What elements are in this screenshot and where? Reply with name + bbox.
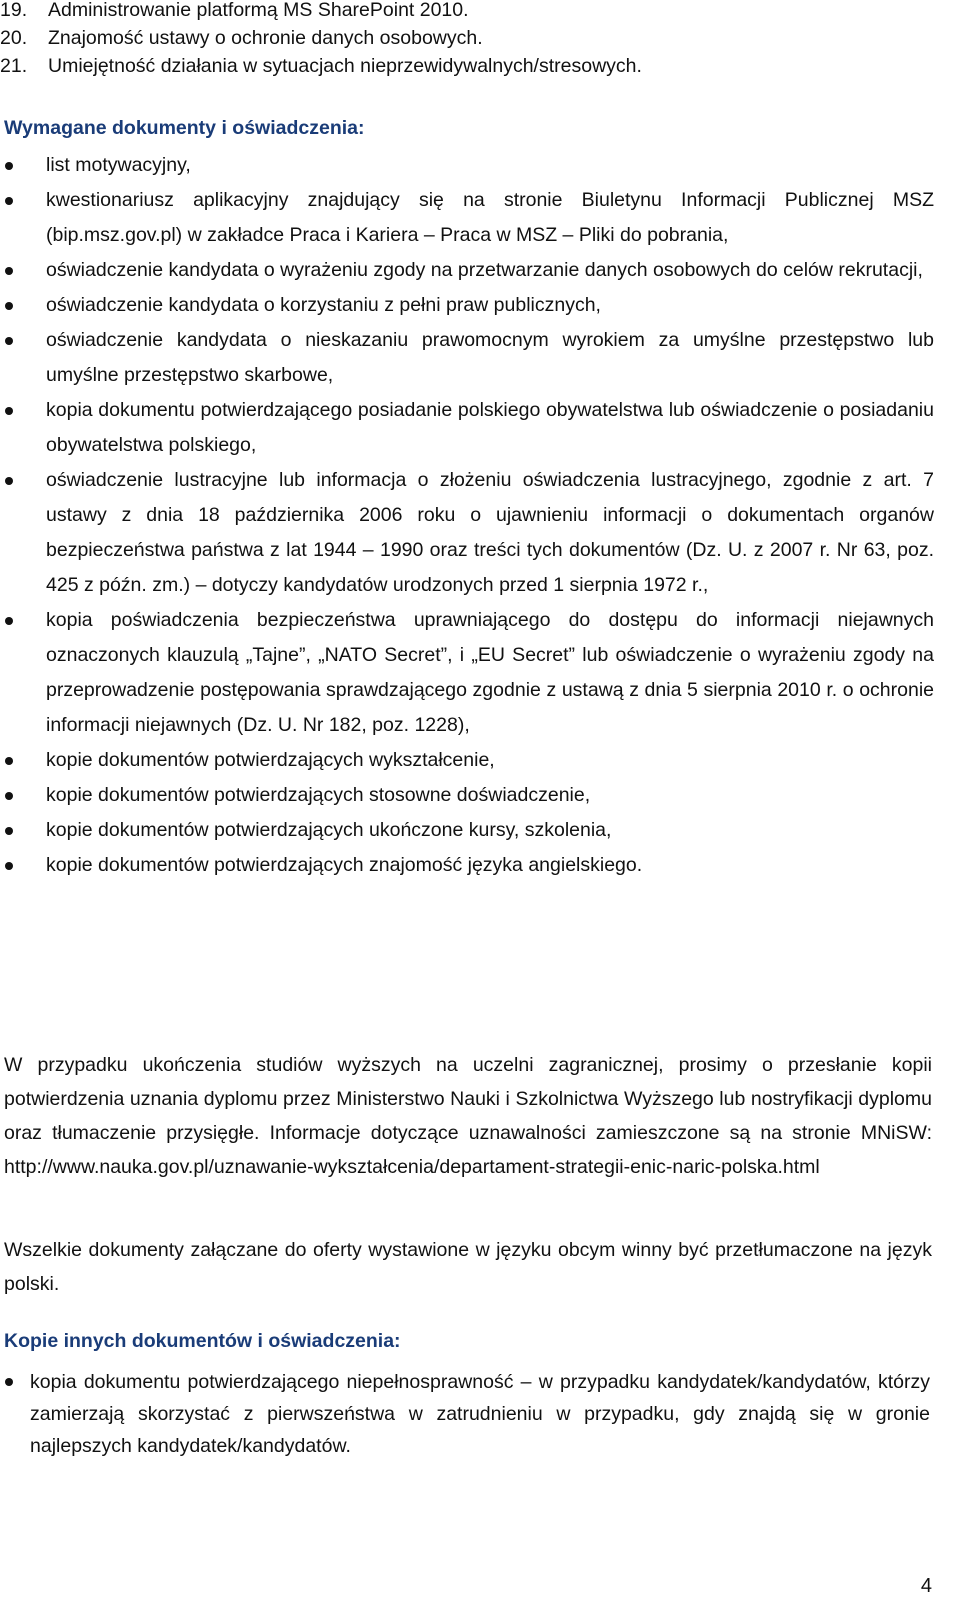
bullet-icon bbox=[5, 1378, 13, 1386]
foreign-studies-paragraph: W przypadku ukończenia studiów wyższych na uczelni zagranicznej, prosimy o przesłanie kopii potwierdzenia uznania dyplomu przez Ministerstwo Nauki i Szkolnictwa Wyższego lub nostryfikacji dyplomu oraz tłumaczenie przysięgłe. Informacje dotyczące uznawalności zamieszczone są na stronie MNiSW: http://www.nauka.gov.pl/uznawanie-wykształcenia/departament-strategii-enic-naric-polska.html bbox=[4, 1054, 932, 1178]
list-item: kopie dokumentów potwierdzających wykształcenie, bbox=[0, 743, 934, 778]
required-documents-heading: Wymagane dokumenty i oświadczenia: bbox=[4, 117, 365, 139]
item-text: Znajomość ustawy o ochronie danych osobowych. bbox=[48, 27, 483, 49]
bullet-icon bbox=[5, 862, 13, 870]
list-item: oświadczenie kandydata o nieskazaniu prawomocnym wyrokiem za umyślne przestępstwo lub umyślne przestępstwo skarbowe, bbox=[0, 323, 934, 393]
numbered-item bbox=[0, 24, 930, 52]
numbered-item bbox=[0, 52, 930, 80]
translation-paragraph: Wszelkie dokumenty załączane do oferty wystawione w języku obcym winny być przetłumaczone na język polski. bbox=[4, 1239, 932, 1295]
list-item: oświadczenie kandydata o wyrażeniu zgody na przetwarzanie danych osobowych do celów rekrutacji, bbox=[0, 253, 934, 288]
page-number: 4 bbox=[920, 1575, 932, 1597]
item-text: Umiejętność działania w sytuacjach nieprzewidywalnych/stresowych. bbox=[48, 55, 642, 77]
bullet-icon bbox=[5, 337, 13, 345]
other-documents-list bbox=[0, 1366, 930, 1462]
bullet-icon bbox=[5, 617, 13, 625]
bullet-icon bbox=[5, 407, 13, 415]
list-item: kopia dokumentu potwierdzającego niepełnosprawność – w przypadku kandydatek/kandydatów, którzy zamierzają skorzystać z pierwszeństwa w zatrudnieniu w przypadku, gdy znajdą się w gronie najlepszych kandydatek/kandydatów. bbox=[0, 1366, 930, 1462]
bullet-icon bbox=[5, 197, 13, 205]
numbered-requirements-list bbox=[0, 0, 930, 80]
bullet-icon bbox=[5, 162, 13, 170]
list-item: oświadczenie lustracyjne lub informacja o złożeniu oświadczenia lustracyjnego, zgodnie z art. 7 ustawy z dnia 18 października 2006 roku o ujawnieniu informacji o dokumentach organów bezpieczeństwa państwa z lat 1944 – 1990 oraz treści tych dokumentów (Dz. U. z 2007 r. Nr 63, poz. 425 z późn. zm.) – dotyczy kandydatów urodzonych przed 1 sierpnia 1972 r., bbox=[0, 463, 934, 603]
other-documents-heading: Kopie innych dokumentów i oświadczenia: bbox=[4, 1330, 401, 1352]
bullet-icon bbox=[5, 827, 13, 835]
numbered-item bbox=[0, 0, 930, 24]
item-number: 19. bbox=[0, 0, 28, 21]
bullet-icon bbox=[5, 267, 13, 275]
list-item: kwestionariusz aplikacyjny znajdujący się na stronie Biuletynu Informacji Publicznej MSZ (bip.msz.gov.pl) w zakładce Praca i Kariera – Praca w MSZ – Pliki do pobrania, bbox=[0, 183, 934, 253]
list-item: kopie dokumentów potwierdzających ukończone kursy, szkolenia, bbox=[0, 813, 934, 848]
list-item: list motywacyjny, bbox=[0, 148, 934, 183]
list-item: kopie dokumentów potwierdzających znajomość języka angielskiego. bbox=[0, 848, 934, 883]
required-documents-list bbox=[0, 148, 934, 883]
bullet-icon bbox=[5, 792, 13, 800]
bullet-icon bbox=[5, 477, 13, 485]
list-item: kopia poświadczenia bezpieczeństwa uprawniającego do dostępu do informacji niejawnych oznaczonych klauzulą „Tajne”, „NATO Secret”, i „EU Secret” lub oświadczenie o wyrażeniu zgody na przeprowadzenie postępowania sprawdzającego zgodnie z ustawą z dnia 5 sierpnia 2010 r. o ochronie informacji niejawnych (Dz. U. Nr 182, poz. 1228), bbox=[0, 603, 934, 743]
list-item: oświadczenie kandydata o korzystaniu z pełni praw publicznych, bbox=[0, 288, 934, 323]
item-number: 21. bbox=[0, 55, 28, 77]
bullet-icon bbox=[5, 757, 13, 765]
bullet-icon bbox=[5, 302, 13, 310]
item-number: 20. bbox=[0, 27, 28, 49]
item-text: Administrowanie platformą MS SharePoint 2010. bbox=[48, 0, 469, 21]
list-item: kopia dokumentu potwierdzającego posiadanie polskiego obywatelstwa lub oświadczenie o posiadaniu obywatelstwa polskiego, bbox=[0, 393, 934, 463]
list-item: kopie dokumentów potwierdzających stosowne doświadczenie, bbox=[0, 778, 934, 813]
